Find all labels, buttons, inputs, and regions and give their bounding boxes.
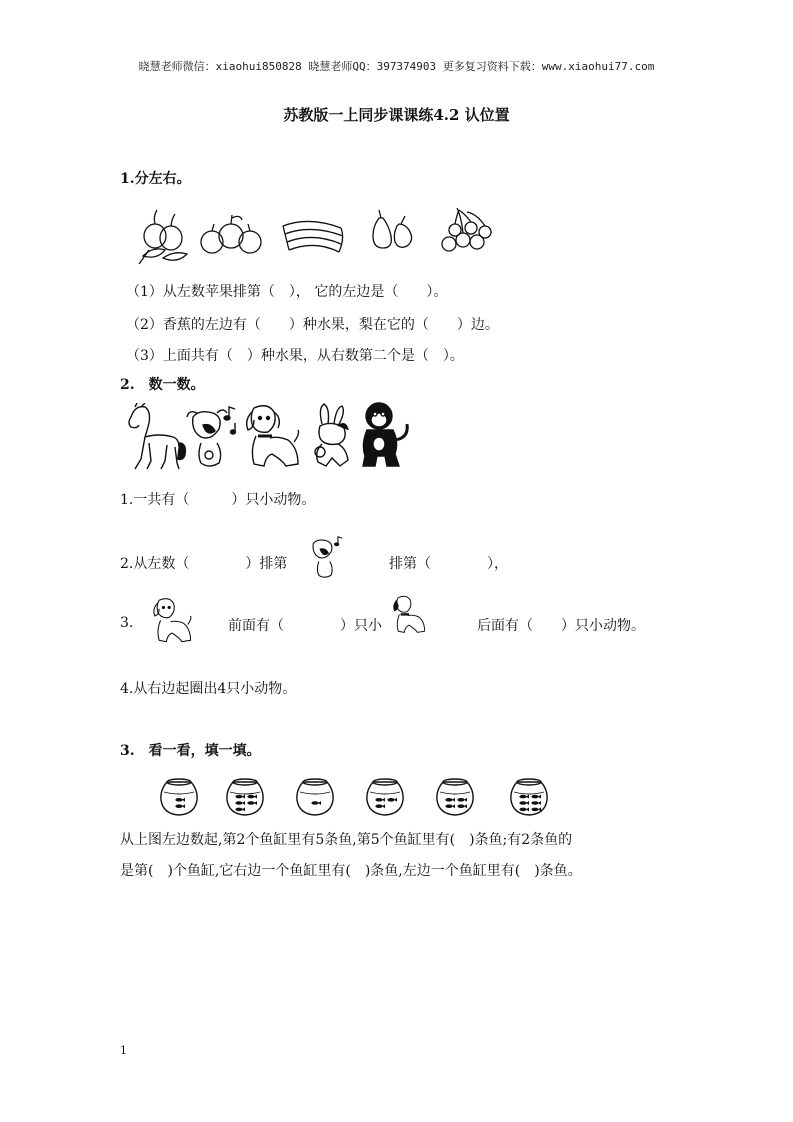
fish-icon (531, 795, 541, 799)
q1-line-2: （2）香蕉的左边有（ ）种水果，梨在它的（ ）边。 (126, 317, 499, 333)
dog-icon (140, 596, 204, 646)
fish-icon (375, 798, 385, 802)
q2-line-3-part-b: 前面有（ ）只小 (228, 618, 382, 634)
worksheet-title: 苏教版一上同步课课练4.2 认位置 (283, 106, 510, 124)
fishbowl-icon (158, 776, 200, 818)
fish-icon (445, 804, 455, 808)
fish-icon (175, 804, 185, 808)
q3-paragraph-line-1: 从上图左边数起,第2个鱼缸里有5条鱼,第5个鱼缸里有( )条鱼;有2条鱼的 (120, 832, 573, 848)
fish-icon (457, 804, 467, 808)
singing-dog-icon (302, 534, 352, 582)
fish-icon (247, 801, 257, 805)
fish-icon (235, 801, 245, 805)
q1-line-3: （3）上面共有（ ）种水果，从右数第二个是（ ）。 (126, 348, 464, 364)
singing-dog-icon (183, 403, 243, 473)
q2-line-4: 4.从右边起圈出4只小动物。 (120, 681, 297, 697)
q2-line-3-part-c: 后面有（ ）只小动物。 (477, 618, 645, 634)
q1-line-1: （1）从左数苹果排第（ ）， 它的左边是（ ）。 (126, 284, 448, 300)
page-header: 晓慧老师微信：xiaohui850828 晓慧老师QQ：397374903 更多复习资料下载：www.xiaohui77.com (138, 60, 655, 73)
fish-icon (375, 804, 385, 808)
q2-line-1: 1.一共有（ ）只小动物。 (120, 492, 316, 508)
q2-line-3-part-a: 3. (120, 615, 134, 631)
q3-paragraph-line-2: 是第( )个鱼缸,它右边一个鱼缸里有( )条鱼,左边一个鱼缸里有( )条鱼。 (120, 863, 582, 879)
fish-icon (519, 801, 529, 805)
dog-icon (386, 594, 432, 636)
fishbowl-icon (224, 776, 266, 818)
fish-icon (445, 798, 455, 802)
fish-icon (457, 798, 467, 802)
fishbowl-icon (294, 776, 336, 818)
fish-icon (387, 798, 397, 802)
fishbowl-icon (364, 776, 406, 818)
horse-icon (123, 403, 189, 473)
page-number: 1 (120, 1044, 127, 1057)
fish-icon (175, 798, 185, 802)
apple-icon (198, 210, 264, 260)
fishbowl-icon (508, 776, 550, 818)
cherry-icon (437, 206, 495, 256)
pear-icon (365, 206, 417, 252)
q2-line-2-part-a: 2.从左数（ ）排第 (120, 556, 288, 572)
fish-icon (235, 795, 245, 799)
fishbowl-icon (434, 776, 476, 818)
q1-heading: 1.分左右。 (120, 171, 191, 187)
q2-heading: 2. 数一数。 (120, 377, 205, 393)
fish-icon (519, 795, 529, 799)
q2-line-2-part-b: 排第（ ）， (389, 556, 508, 572)
monkey-icon (355, 400, 413, 470)
dog-icon (242, 402, 302, 472)
fish-icon (247, 795, 257, 799)
peach-icon (135, 206, 195, 268)
banana-icon (279, 216, 347, 256)
fish-icon (235, 807, 245, 811)
fish-icon (531, 801, 541, 805)
rabbit-icon (308, 402, 356, 470)
fish-icon (519, 807, 529, 811)
fish-icon (531, 807, 541, 811)
fish-icon (311, 801, 321, 805)
q3-heading: 3. 看一看，填一填。 (120, 743, 261, 759)
